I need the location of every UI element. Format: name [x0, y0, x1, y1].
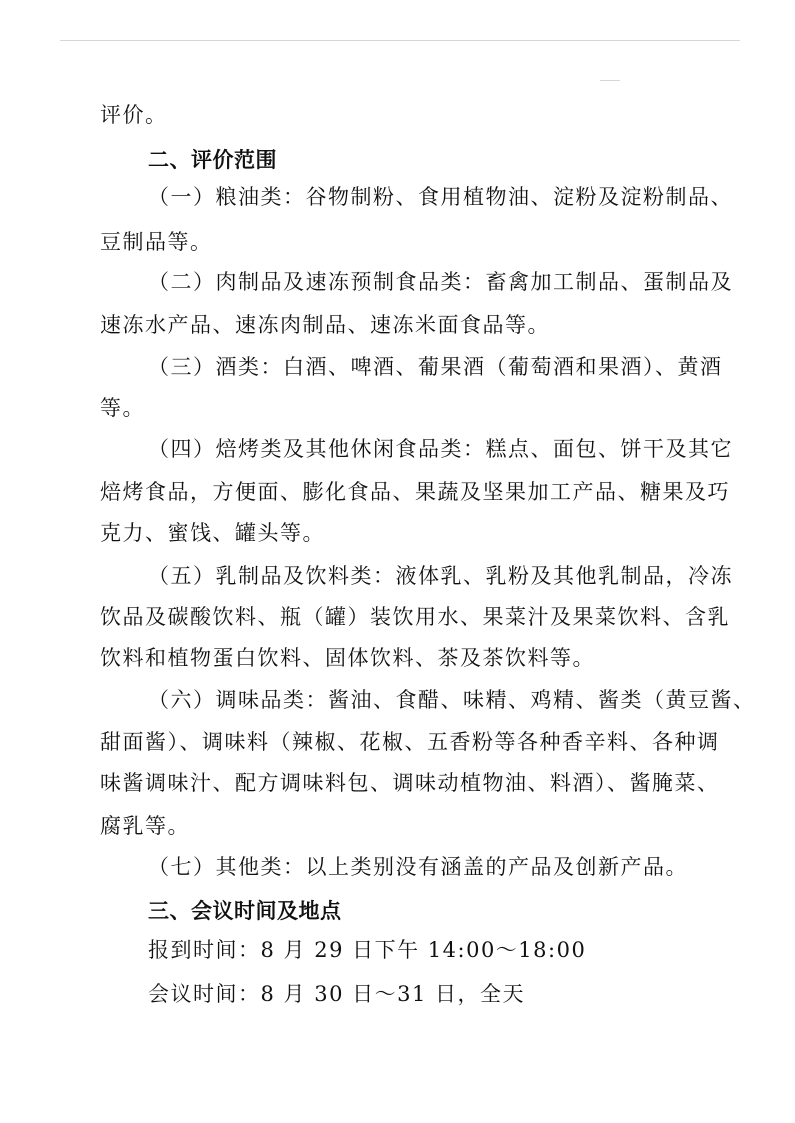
text-line: （三）酒类：白酒、啤酒、葡果酒（葡萄酒和果酒）、黄酒	[148, 355, 723, 379]
text-line: 饮料和植物蛋白饮料、固体饮料、茶及茶饮料等。	[100, 646, 595, 670]
text-line: 等。	[100, 396, 145, 420]
meeting-time: 会议时间：8 月 30 日～31 日，全天	[148, 982, 526, 1006]
text-line: 克力、蜜饯、罐头等。	[100, 521, 325, 545]
text-line: 速冻水产品、速冻肉制品、速冻米面食品等。	[100, 313, 550, 337]
text-line: （一）粮油类：谷物制粉、食用植物油、淀粉及淀粉制品、	[148, 185, 733, 209]
text-line: 饮品及碳酸饮料、瓶（罐）装饮用水、果菜汁及果菜饮料、含乳	[100, 605, 730, 629]
text-line: 味酱调味汁、配方调味料包、调味动植物油、料酒）、酱腌菜、	[100, 771, 720, 795]
text-line: 豆制品等。	[100, 230, 213, 254]
section-heading-scope: 二、评价范围	[148, 148, 277, 172]
section-heading-time-location: 三、会议时间及地点	[148, 899, 342, 923]
scan-artifact-line	[60, 40, 740, 41]
checkin-time: 报到时间：8 月 29 日下午 14:00～18:00	[148, 938, 587, 962]
text-line: （七）其他类：以上类别没有涵盖的产品及创新产品。	[148, 855, 688, 879]
text-line: （二）肉制品及速冻预制食品类：畜禽加工制品、蛋制品及	[148, 270, 733, 294]
text-line: 评价。	[100, 103, 168, 127]
text-line: 甜面酱）、调味料（辣椒、花椒、五香粉等各种香辛料、各种调	[100, 730, 720, 754]
text-line: （六）调味品类：酱油、食醋、味精、鸡精、酱类（黄豆酱、	[148, 688, 756, 712]
text-line: 腐乳等。	[100, 814, 190, 838]
text-line: （五）乳制品及饮料类：液体乳、乳粉及其他乳制品，冷冻	[148, 564, 733, 588]
text-line: 焙烤食品，方便面、膨化食品、果蔬及坚果加工产品、糖果及巧	[100, 480, 730, 504]
scan-artifact-line	[600, 80, 620, 81]
text-line: （四）焙烤类及其他休闲食品类：糕点、面包、饼干及其它	[148, 437, 733, 461]
